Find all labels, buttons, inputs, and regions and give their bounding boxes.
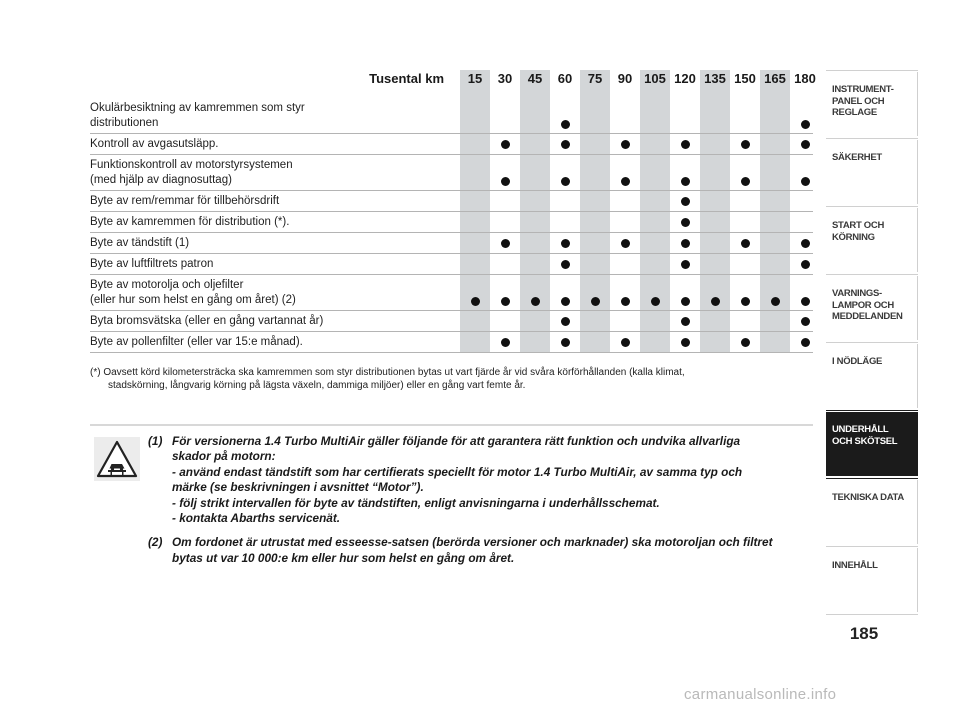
interval-header-label: Tusental km — [369, 71, 444, 86]
maintenance-schedule-table — [90, 70, 816, 353]
service-mark — [621, 338, 630, 347]
schedule-row-label — [90, 314, 455, 329]
service-mark — [801, 177, 810, 186]
service-mark — [801, 317, 810, 326]
schedule-row-label — [90, 236, 455, 251]
interval-header: 15 — [467, 71, 483, 86]
section-tab-label: OCH SKÖTSEL — [832, 435, 898, 447]
service-mark — [771, 297, 780, 306]
section-tab-label: START OCH — [832, 220, 885, 231]
service-mark — [561, 317, 570, 326]
schedule-row-label — [90, 194, 455, 209]
schedule-row-label-line: Byte av pollenfilter (eller var 15:e månad). — [90, 336, 303, 348]
section-tab-label: LAMPOR OCH — [832, 299, 894, 311]
row-separator — [90, 310, 813, 311]
row-separator — [90, 274, 813, 275]
service-mark — [681, 297, 690, 306]
service-mark — [471, 297, 480, 306]
schedule-row-label — [90, 158, 455, 188]
schedule-row-label-line: Byte av luftfiltrets patron — [90, 258, 214, 270]
footnote-line-2: stadskörning, långvarig körning på lägsta växeln, dammiga miljöer) eller en gång vart femte år. — [108, 380, 526, 391]
footnote-line-1: (*) Oavsett körd kilometersträcka ska kamremmen som styr distributionen bytas ut vart fjärde år vid svåra körförhållanden (kalla klimat, — [90, 367, 685, 378]
service-mark — [741, 177, 750, 186]
interval-header: 75 — [587, 71, 603, 86]
interval-header: 180 — [794, 71, 816, 86]
section-tab-divider — [826, 70, 918, 71]
schedule-row-label — [90, 257, 455, 272]
note-1-line: - kontakta Abarths servicenät. — [172, 511, 341, 526]
service-mark — [801, 338, 810, 347]
row-separator — [90, 211, 813, 212]
row-separator — [90, 133, 813, 134]
section-tab-label: TEKNISKA DATA — [832, 492, 904, 503]
interval-header: 60 — [557, 71, 573, 86]
section-tab-divider — [826, 138, 918, 139]
car-on-lift-warning-icon — [94, 437, 140, 481]
section-tab[interactable] — [826, 208, 918, 272]
section-tab-divider — [826, 478, 918, 479]
service-mark — [621, 297, 630, 306]
service-mark — [621, 177, 630, 186]
interval-header: 45 — [527, 71, 543, 86]
service-mark — [651, 297, 660, 306]
section-tab[interactable] — [826, 276, 918, 340]
service-mark — [561, 177, 570, 186]
schedule-row-label-line: Byte av motorolja och oljefilter — [90, 279, 244, 291]
interval-header: 30 — [497, 71, 513, 86]
service-mark — [681, 218, 690, 227]
section-tab-label: VARNINGS- — [832, 288, 882, 299]
note-1 — [148, 434, 813, 526]
page-number: 185 — [849, 624, 879, 643]
service-mark — [501, 177, 510, 186]
service-mark — [681, 177, 690, 186]
service-mark — [681, 239, 690, 248]
service-mark — [801, 140, 810, 149]
service-mark — [681, 317, 690, 326]
schedule-row-label — [90, 215, 455, 230]
schedule-row-label-line: Funktionskontroll av motorstyrsystemen — [90, 159, 293, 171]
section-tab-divider — [826, 274, 918, 275]
note-2-line: bytas ut var 10 000:e km eller hur som helst en gång om året. — [172, 550, 515, 565]
section-tab-label: MEDDELANDEN — [832, 311, 903, 322]
section-tab-divider — [826, 614, 918, 615]
service-mark — [561, 120, 570, 129]
schedule-row-label — [90, 278, 455, 308]
section-tab-label: KÖRNING — [832, 231, 875, 243]
row-separator — [90, 253, 813, 254]
section-tab-divider — [826, 342, 918, 343]
service-mark — [501, 239, 510, 248]
schedule-row-label-line: Byte av tändstift (1) — [90, 237, 190, 249]
service-mark — [741, 140, 750, 149]
service-mark — [561, 140, 570, 149]
service-mark — [561, 338, 570, 347]
schedule-row-label-line: distributionen — [90, 117, 159, 129]
service-mark — [621, 140, 630, 149]
interval-header: 90 — [617, 71, 633, 86]
service-mark — [591, 297, 600, 306]
service-mark — [681, 260, 690, 269]
schedule-row-label — [90, 101, 455, 131]
schedule-row-label — [90, 137, 455, 152]
section-divider — [90, 424, 813, 426]
service-mark — [681, 140, 690, 149]
schedule-row-label-line: Kontroll av avgasutsläpp. — [90, 138, 219, 150]
row-separator — [90, 190, 813, 191]
section-tab[interactable] — [826, 412, 918, 476]
service-mark — [531, 297, 540, 306]
section-tab-label: REGLAGE — [832, 107, 877, 118]
schedule-footnote — [90, 366, 810, 392]
note-1-line: skador på motorn: — [172, 449, 276, 464]
schedule-row-label-line: Byte av kamremmen för distribution (*). — [90, 216, 290, 228]
section-tab-label: PANEL OCH — [832, 95, 885, 107]
service-mark — [741, 239, 750, 248]
section-tab-label: INSTRUMENT- — [832, 84, 894, 95]
schedule-row-label-line: Byte av rem/remmar för tillbehörsdrift — [90, 195, 280, 207]
section-tab-divider — [826, 206, 918, 207]
service-mark — [801, 297, 810, 306]
note-2-line: Om fordonet är utrustat med esseesse-satsen (berörda versioner och marknader) ska motoroljan och filtret — [172, 535, 773, 550]
service-mark — [741, 338, 750, 347]
section-tab-label: INNEHÅLL — [832, 560, 878, 571]
service-mark — [741, 297, 750, 306]
section-tab[interactable] — [826, 140, 918, 204]
schedule-row-label-line: Okulärbesiktning av kamremmen som styr — [90, 102, 305, 114]
service-mark — [561, 239, 570, 248]
section-tab-label: SÄKERHET — [832, 152, 882, 163]
service-mark — [801, 239, 810, 248]
note-2-number: (2) — [148, 535, 163, 550]
service-mark — [501, 297, 510, 306]
section-tab-label: I NÖDLÄGE — [832, 356, 883, 367]
note-1-line: - följ strikt intervallen för byte av tändstiften, enligt anvisningarna i underhållsschemat. — [172, 495, 660, 510]
schedule-row-label-line: (eller hur som helst en gång om året) (2) — [90, 294, 296, 306]
schedule-row-label-line: (med hjälp av diagnosuttag) — [90, 174, 232, 186]
section-tab[interactable] — [826, 72, 918, 136]
service-mark — [801, 120, 810, 129]
service-mark — [501, 140, 510, 149]
warning-notes — [148, 434, 813, 566]
service-mark — [621, 239, 630, 248]
row-separator — [90, 154, 813, 155]
interval-header: 135 — [704, 71, 726, 86]
interval-header: 165 — [764, 71, 786, 86]
note-1-line: För versionerna 1.4 Turbo MultiAir gäller följande för att garantera rätt funktion och undvika allvarliga — [172, 434, 741, 448]
section-tab[interactable] — [826, 344, 918, 408]
note-1-line: märke (se beskrivningen i avsnittet “Motor”). — [172, 480, 424, 495]
row-separator — [90, 331, 813, 332]
service-mark — [711, 297, 720, 306]
section-tab-divider — [826, 546, 918, 547]
service-mark — [561, 260, 570, 269]
note-1-line: - använd endast tändstift som har certifierats speciellt för motor 1.4 Turbo MultiAir, av samma typ och — [172, 464, 743, 479]
note-2 — [148, 535, 813, 566]
service-mark — [681, 197, 690, 206]
section-tab[interactable] — [826, 548, 918, 612]
row-separator — [90, 232, 813, 233]
note-1-number: (1) — [148, 434, 163, 448]
interval-header: 120 — [674, 71, 696, 86]
row-separator — [90, 352, 813, 353]
section-tab-label: UNDERHÅLL — [832, 424, 889, 435]
service-mark — [681, 338, 690, 347]
service-mark — [501, 338, 510, 347]
service-mark — [801, 260, 810, 269]
section-tab[interactable] — [826, 480, 918, 544]
schedule-row-label-line: Byta bromsvätska (eller en gång vartannat år) — [90, 315, 324, 327]
service-mark — [561, 297, 570, 306]
interval-header: 105 — [644, 71, 666, 86]
schedule-row-label — [90, 335, 455, 350]
interval-header: 150 — [734, 71, 756, 86]
watermark: carmanualsonline.info — [684, 686, 837, 703]
section-tab-divider — [826, 410, 918, 411]
